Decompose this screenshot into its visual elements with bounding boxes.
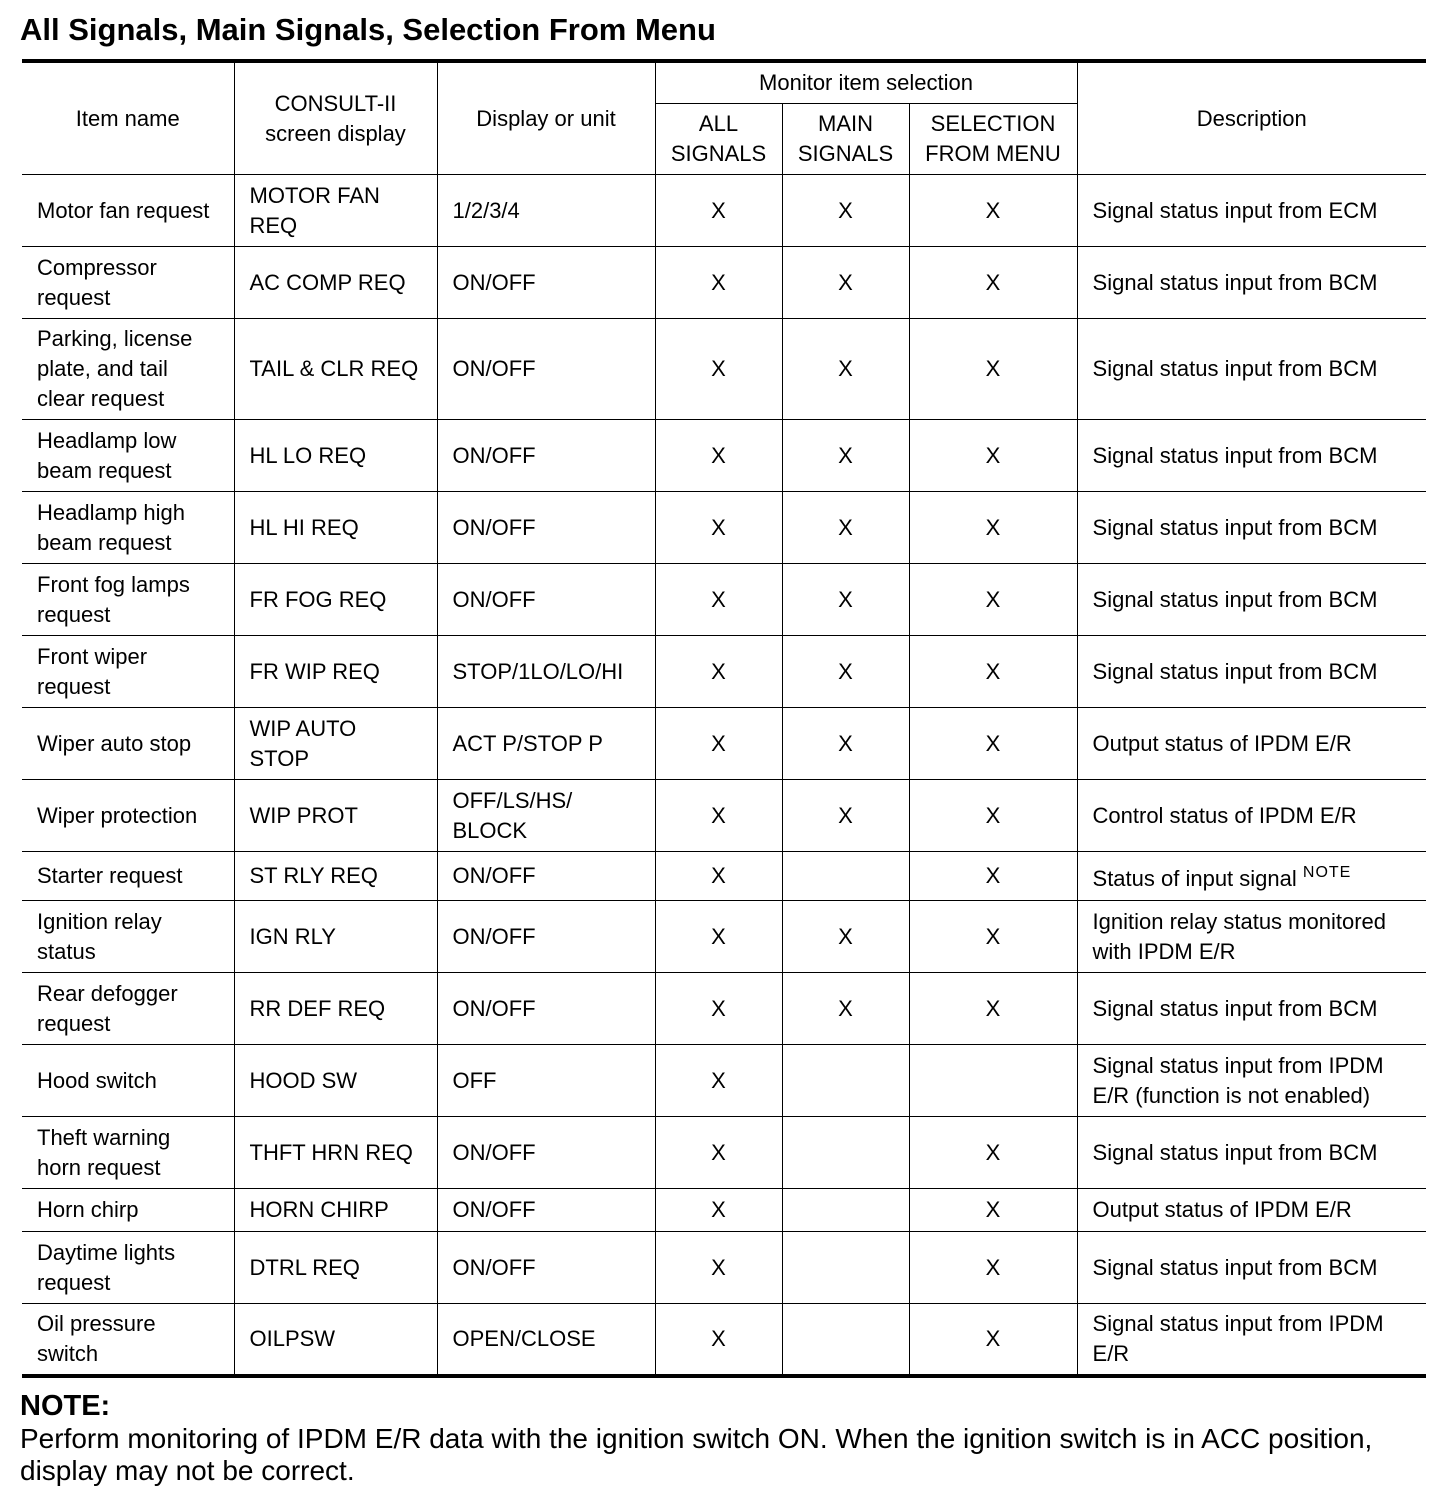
consult-display-cell-text: RR DEF REQ bbox=[249, 995, 386, 1021]
consult-display-cell bbox=[234, 636, 437, 708]
all-signals-mark-text: X bbox=[711, 863, 726, 888]
item-name-cell-text: Headlamp low beam request bbox=[37, 427, 177, 483]
consult-display-cell-text: HL LO REQ bbox=[249, 442, 367, 468]
table-row bbox=[22, 708, 1426, 780]
selection-from-menu-mark bbox=[909, 1304, 1077, 1376]
item-name-cell bbox=[22, 1045, 234, 1117]
all-signals-mark-text: X bbox=[711, 1325, 726, 1351]
display-unit-cell bbox=[437, 1232, 655, 1304]
selection-from-menu-mark bbox=[909, 636, 1077, 708]
display-unit-cell-text: OFF bbox=[452, 1067, 497, 1093]
consult-display-cell bbox=[234, 1189, 437, 1232]
consult-display-cell-text: MOTOR FAN REQ bbox=[249, 182, 380, 238]
display-unit-cell bbox=[437, 1304, 655, 1376]
all-signals-mark bbox=[655, 492, 782, 564]
description-cell bbox=[1077, 780, 1426, 852]
display-unit-cell bbox=[437, 319, 655, 420]
main-signals-mark-text: X bbox=[838, 586, 853, 612]
description-cell-text: Signal status input from BCM bbox=[1092, 356, 1378, 381]
item-name-cell-text: Compressor request bbox=[37, 254, 157, 310]
display-unit-cell-text: ON/OFF bbox=[452, 514, 536, 540]
note-reference: NOTE bbox=[1302, 864, 1352, 881]
item-name-cell-text: Starter request bbox=[37, 863, 183, 888]
display-unit-cell bbox=[437, 973, 655, 1045]
description-cell bbox=[1077, 1304, 1426, 1376]
item-name-cell bbox=[22, 175, 234, 247]
description-cell-text: Signal status input from BCM bbox=[1092, 995, 1378, 1021]
item-name-cell bbox=[22, 852, 234, 901]
description-cell-text: Signal status input from BCM bbox=[1092, 442, 1378, 468]
all-signals-mark-text: X bbox=[711, 730, 726, 756]
item-name-cell bbox=[22, 708, 234, 780]
main-signals-mark bbox=[782, 564, 909, 636]
display-unit-cell bbox=[437, 1189, 655, 1232]
all-signals-mark bbox=[655, 852, 782, 901]
display-unit-cell-text: ON/OFF bbox=[452, 1139, 536, 1165]
description-cell-text: Signal status input from BCM bbox=[1092, 1139, 1378, 1165]
table-row bbox=[22, 492, 1426, 564]
description-cell bbox=[1077, 1189, 1426, 1232]
selection-from-menu-mark bbox=[909, 780, 1077, 852]
display-unit-cell bbox=[437, 247, 655, 319]
consult-display-cell bbox=[234, 247, 437, 319]
all-signals-mark-text: X bbox=[711, 442, 726, 468]
all-signals-mark bbox=[655, 247, 782, 319]
all-signals-mark bbox=[655, 973, 782, 1045]
all-signals-mark bbox=[655, 1189, 782, 1232]
consult-display-cell bbox=[234, 1045, 437, 1117]
selection-from-menu-mark-text: X bbox=[985, 514, 1001, 540]
consult-display-cell bbox=[234, 852, 437, 901]
consult-display-cell bbox=[234, 564, 437, 636]
all-signals-mark bbox=[655, 319, 782, 420]
selection-from-menu-mark bbox=[909, 564, 1077, 636]
item-name-cell bbox=[22, 780, 234, 852]
selection-from-menu-mark-text: X bbox=[985, 356, 1001, 381]
selection-from-menu-mark bbox=[909, 1232, 1077, 1304]
description-cell-text: Signal status input from BCM bbox=[1092, 658, 1378, 684]
item-name-cell bbox=[22, 319, 234, 420]
main-signals-mark bbox=[782, 1304, 909, 1376]
all-signals-mark bbox=[655, 1117, 782, 1189]
item-name-cell-text: Wiper protection bbox=[37, 802, 198, 828]
item-name-cell bbox=[22, 1117, 234, 1189]
all-signals-mark-text: X bbox=[711, 514, 726, 540]
display-unit-cell-text: OPEN/CLOSE bbox=[452, 1325, 596, 1351]
selection-from-menu-mark bbox=[909, 247, 1077, 319]
header-selection-from-menu: SELECTION FROM MENU bbox=[909, 104, 1077, 175]
all-signals-mark-text: X bbox=[711, 923, 726, 949]
consult-display-cell bbox=[234, 1304, 437, 1376]
display-unit-cell-text: ON/OFF bbox=[452, 269, 536, 295]
table-row bbox=[22, 1232, 1426, 1304]
all-signals-mark bbox=[655, 1304, 782, 1376]
description-cell-text: Signal status input from ECM bbox=[1092, 197, 1378, 223]
description-cell bbox=[1077, 1045, 1426, 1117]
item-name-cell-text: Wiper auto stop bbox=[37, 730, 192, 756]
item-name-cell-text: Headlamp high beam request bbox=[37, 499, 185, 555]
description-cell bbox=[1077, 973, 1426, 1045]
consult-display-cell bbox=[234, 319, 437, 420]
selection-from-menu-mark bbox=[909, 1117, 1077, 1189]
item-name-cell bbox=[22, 973, 234, 1045]
main-signals-mark bbox=[782, 901, 909, 973]
description-cell-text: Status of input signal bbox=[1092, 866, 1297, 891]
main-signals-mark-text: X bbox=[838, 730, 853, 756]
consult-display-cell bbox=[234, 492, 437, 564]
all-signals-mark-text: X bbox=[711, 1254, 726, 1280]
all-signals-mark bbox=[655, 564, 782, 636]
main-signals-mark-text: X bbox=[838, 269, 853, 295]
description-cell bbox=[1077, 247, 1426, 319]
table-row bbox=[22, 636, 1426, 708]
table-row bbox=[22, 564, 1426, 636]
description-cell bbox=[1077, 708, 1426, 780]
selection-from-menu-mark-text: X bbox=[985, 1325, 1001, 1351]
all-signals-mark-text: X bbox=[711, 1139, 726, 1165]
table-row bbox=[22, 852, 1426, 901]
display-unit-cell-text: ON/OFF bbox=[452, 356, 536, 381]
description-cell bbox=[1077, 420, 1426, 492]
item-name-cell bbox=[22, 1232, 234, 1304]
description-cell-text: Signal status input from BCM bbox=[1092, 514, 1378, 540]
display-unit-cell bbox=[437, 708, 655, 780]
item-name-cell bbox=[22, 564, 234, 636]
item-name-cell-text: Daytime lights request bbox=[37, 1239, 176, 1295]
description-cell bbox=[1077, 175, 1426, 247]
consult-display-cell-text: IGN RLY bbox=[249, 923, 336, 949]
table-row bbox=[22, 1189, 1426, 1232]
consult-display-cell-text: DTRL REQ bbox=[249, 1254, 360, 1280]
selection-from-menu-mark-text: X bbox=[985, 923, 1001, 949]
description-cell bbox=[1077, 636, 1426, 708]
all-signals-mark-text: X bbox=[711, 802, 726, 828]
all-signals-mark-text: X bbox=[711, 1067, 726, 1093]
selection-from-menu-mark bbox=[909, 1189, 1077, 1232]
selection-from-menu-mark bbox=[909, 973, 1077, 1045]
all-signals-mark-text: X bbox=[711, 197, 726, 223]
consult-display-cell-text: HORN CHIRP bbox=[249, 1197, 389, 1222]
display-unit-cell-text: ACT P/STOP P bbox=[452, 730, 603, 756]
table-row bbox=[22, 780, 1426, 852]
description-cell-text: Signal status input from IPDM E/R (function is not enabled) bbox=[1092, 1052, 1384, 1108]
selection-from-menu-mark-text: X bbox=[985, 863, 1001, 888]
table-row bbox=[22, 901, 1426, 973]
main-signals-mark-text: X bbox=[838, 514, 853, 540]
all-signals-mark-text: X bbox=[711, 995, 726, 1021]
consult-display-cell-text: HOOD SW bbox=[249, 1067, 358, 1093]
table-row bbox=[22, 973, 1426, 1045]
description-cell-text: Control status of IPDM E/R bbox=[1092, 802, 1357, 828]
selection-from-menu-mark bbox=[909, 1045, 1077, 1117]
display-unit-cell bbox=[437, 175, 655, 247]
display-unit-cell bbox=[437, 492, 655, 564]
header-main-signals: MAIN SIGNALS bbox=[782, 104, 909, 175]
main-signals-mark bbox=[782, 1045, 909, 1117]
consult-display-cell bbox=[234, 780, 437, 852]
main-signals-mark-text: X bbox=[838, 356, 853, 381]
item-name-cell-text: Oil pressure switch bbox=[37, 1310, 156, 1366]
selection-from-menu-mark-text: X bbox=[985, 197, 1001, 223]
item-name-cell-text: Ignition relay status bbox=[37, 908, 162, 964]
all-signals-mark bbox=[655, 1232, 782, 1304]
description-cell-text: Signal status input from BCM bbox=[1092, 586, 1378, 612]
display-unit-cell-text: ON/OFF bbox=[452, 586, 536, 612]
main-signals-mark bbox=[782, 492, 909, 564]
item-name-cell bbox=[22, 901, 234, 973]
main-signals-mark-text: X bbox=[838, 658, 853, 684]
main-signals-mark bbox=[782, 175, 909, 247]
main-signals-mark bbox=[782, 1189, 909, 1232]
consult-display-cell bbox=[234, 175, 437, 247]
consult-display-cell bbox=[234, 973, 437, 1045]
selection-from-menu-mark-text: X bbox=[985, 1139, 1001, 1165]
consult-display-cell-text: FR WIP REQ bbox=[249, 658, 380, 684]
main-signals-mark bbox=[782, 973, 909, 1045]
all-signals-mark bbox=[655, 420, 782, 492]
item-name-cell-text: Horn chirp bbox=[37, 1197, 139, 1222]
main-signals-mark bbox=[782, 420, 909, 492]
all-signals-mark bbox=[655, 175, 782, 247]
selection-from-menu-mark bbox=[909, 901, 1077, 973]
item-name-cell-text: Theft warning horn request bbox=[37, 1124, 171, 1180]
header-display-unit: Display or unit bbox=[437, 61, 655, 175]
item-name-cell bbox=[22, 1304, 234, 1376]
main-signals-mark bbox=[782, 708, 909, 780]
consult-display-cell bbox=[234, 708, 437, 780]
selection-from-menu-mark-text: X bbox=[985, 995, 1001, 1021]
display-unit-cell-text: ON/OFF bbox=[452, 1197, 536, 1222]
selection-from-menu-mark-text: X bbox=[985, 730, 1001, 756]
main-signals-mark-text: X bbox=[838, 802, 853, 828]
page-title: All Signals, Main Signals, Selection From Menu bbox=[20, 12, 716, 47]
note-text: Perform monitoring of IPDM E/R data with the ignition switch ON. When the ignition switch is in ACC position, display may not be correct. bbox=[20, 1423, 1373, 1486]
display-unit-cell-text: STOP/1LO/LO/HI bbox=[452, 658, 624, 684]
consult-display-cell-text: WIP AUTO STOP bbox=[249, 715, 357, 771]
selection-from-menu-mark bbox=[909, 175, 1077, 247]
display-unit-cell bbox=[437, 780, 655, 852]
display-unit-cell bbox=[437, 1117, 655, 1189]
display-unit-cell-text: OFF/LS/HS/ BLOCK bbox=[452, 787, 573, 843]
item-name-cell bbox=[22, 247, 234, 319]
note-label: NOTE: bbox=[20, 1390, 111, 1422]
consult-display-cell-text: OILPSW bbox=[249, 1325, 336, 1351]
description-cell-text: Output status of IPDM E/R bbox=[1092, 730, 1352, 756]
selection-from-menu-mark-text: X bbox=[985, 802, 1001, 828]
consult-display-cell bbox=[234, 1232, 437, 1304]
description-cell-text: Ignition relay status monitored with IPDM E/R bbox=[1092, 908, 1387, 964]
consult-display-cell bbox=[234, 1117, 437, 1189]
consult-display-cell-text: WIP PROT bbox=[249, 802, 358, 828]
header-all-signals: ALL SIGNALS bbox=[655, 104, 782, 175]
selection-from-menu-mark bbox=[909, 708, 1077, 780]
item-name-cell bbox=[22, 492, 234, 564]
all-signals-mark-text: X bbox=[711, 658, 726, 684]
all-signals-mark bbox=[655, 901, 782, 973]
consult-display-cell-text: FR FOG REQ bbox=[249, 586, 387, 612]
item-name-cell bbox=[22, 1189, 234, 1232]
all-signals-mark-text: X bbox=[711, 269, 726, 295]
display-unit-cell-text: ON/OFF bbox=[452, 995, 536, 1021]
item-name-cell-text: Front wiper request bbox=[37, 643, 148, 699]
header-item-name: Item name bbox=[22, 61, 234, 175]
selection-from-menu-mark-text: X bbox=[985, 1254, 1001, 1280]
display-unit-cell bbox=[437, 901, 655, 973]
selection-from-menu-mark-text: X bbox=[985, 1197, 1001, 1222]
description-cell bbox=[1077, 1232, 1426, 1304]
table-body bbox=[22, 175, 1426, 1376]
table-row bbox=[22, 247, 1426, 319]
all-signals-mark-text: X bbox=[711, 1197, 726, 1222]
all-signals-mark bbox=[655, 1045, 782, 1117]
display-unit-cell bbox=[437, 564, 655, 636]
display-unit-cell-text: ON/OFF bbox=[452, 1254, 536, 1280]
main-signals-mark bbox=[782, 636, 909, 708]
display-unit-cell bbox=[437, 852, 655, 901]
table-row bbox=[22, 319, 1426, 420]
consult-display-cell bbox=[234, 420, 437, 492]
item-name-cell-text: Parking, license plate, and tail clear request bbox=[37, 326, 193, 411]
item-name-cell bbox=[22, 420, 234, 492]
main-signals-mark bbox=[782, 1232, 909, 1304]
description-cell-text: Signal status input from IPDM E/R bbox=[1092, 1310, 1384, 1366]
selection-from-menu-mark bbox=[909, 319, 1077, 420]
consult-display-cell bbox=[234, 901, 437, 973]
table-row bbox=[22, 420, 1426, 492]
item-name-cell bbox=[22, 636, 234, 708]
all-signals-mark-text: X bbox=[711, 356, 726, 381]
header-consult-display: CONSULT-II screen display bbox=[234, 61, 437, 175]
selection-from-menu-mark bbox=[909, 852, 1077, 901]
all-signals-mark bbox=[655, 780, 782, 852]
item-name-cell-text: Rear defogger request bbox=[37, 980, 178, 1036]
description-cell bbox=[1077, 492, 1426, 564]
table-row bbox=[22, 1304, 1426, 1376]
main-signals-mark bbox=[782, 852, 909, 901]
consult-display-cell-text: HL HI REQ bbox=[249, 514, 359, 540]
table-row bbox=[22, 1117, 1426, 1189]
display-unit-cell-text: 1/2/3/4 bbox=[452, 197, 520, 223]
selection-from-menu-mark-text: X bbox=[985, 269, 1001, 295]
consult-display-cell-text: THFT HRN REQ bbox=[249, 1139, 413, 1165]
main-signals-mark-text: X bbox=[838, 442, 853, 468]
table-row bbox=[22, 1045, 1426, 1117]
display-unit-cell bbox=[437, 636, 655, 708]
description-cell bbox=[1077, 564, 1426, 636]
header-monitor-item-selection: Monitor item selection bbox=[655, 61, 1077, 104]
main-signals-mark-text: X bbox=[838, 197, 853, 223]
table-row bbox=[22, 175, 1426, 247]
description-cell bbox=[1077, 852, 1426, 901]
display-unit-cell-text: ON/OFF bbox=[452, 442, 536, 468]
main-signals-mark-text: X bbox=[838, 923, 853, 949]
selection-from-menu-mark bbox=[909, 492, 1077, 564]
description-cell bbox=[1077, 319, 1426, 420]
header-description: Description bbox=[1077, 61, 1426, 175]
display-unit-cell bbox=[437, 420, 655, 492]
consult-display-cell-text: ST RLY REQ bbox=[249, 863, 378, 888]
selection-from-menu-mark-text: X bbox=[985, 658, 1001, 684]
display-unit-cell-text: ON/OFF bbox=[452, 863, 536, 888]
description-cell-text: Signal status input from BCM bbox=[1092, 1254, 1378, 1280]
description-cell bbox=[1077, 1117, 1426, 1189]
signals-table bbox=[22, 59, 1426, 1378]
item-name-cell-text: Hood switch bbox=[37, 1067, 157, 1093]
item-name-cell-text: Motor fan request bbox=[37, 197, 210, 223]
description-cell-text: Signal status input from BCM bbox=[1092, 269, 1378, 295]
main-signals-mark-text: X bbox=[838, 995, 853, 1021]
consult-display-cell-text: TAIL & CLR REQ bbox=[249, 356, 419, 381]
description-cell-text: Output status of IPDM E/R bbox=[1092, 1197, 1352, 1222]
display-unit-cell bbox=[437, 1045, 655, 1117]
main-signals-mark bbox=[782, 780, 909, 852]
selection-from-menu-mark bbox=[909, 420, 1077, 492]
consult-display-cell-text: AC COMP REQ bbox=[249, 269, 406, 295]
description-cell bbox=[1077, 901, 1426, 973]
item-name-cell-text: Front fog lamps request bbox=[37, 571, 190, 627]
main-signals-mark bbox=[782, 319, 909, 420]
main-signals-mark bbox=[782, 247, 909, 319]
main-signals-mark bbox=[782, 1117, 909, 1189]
selection-from-menu-mark-text: X bbox=[985, 586, 1001, 612]
all-signals-mark bbox=[655, 708, 782, 780]
display-unit-cell-text: ON/OFF bbox=[452, 923, 536, 949]
all-signals-mark-text: X bbox=[711, 586, 726, 612]
selection-from-menu-mark-text: X bbox=[985, 442, 1001, 468]
all-signals-mark bbox=[655, 636, 782, 708]
